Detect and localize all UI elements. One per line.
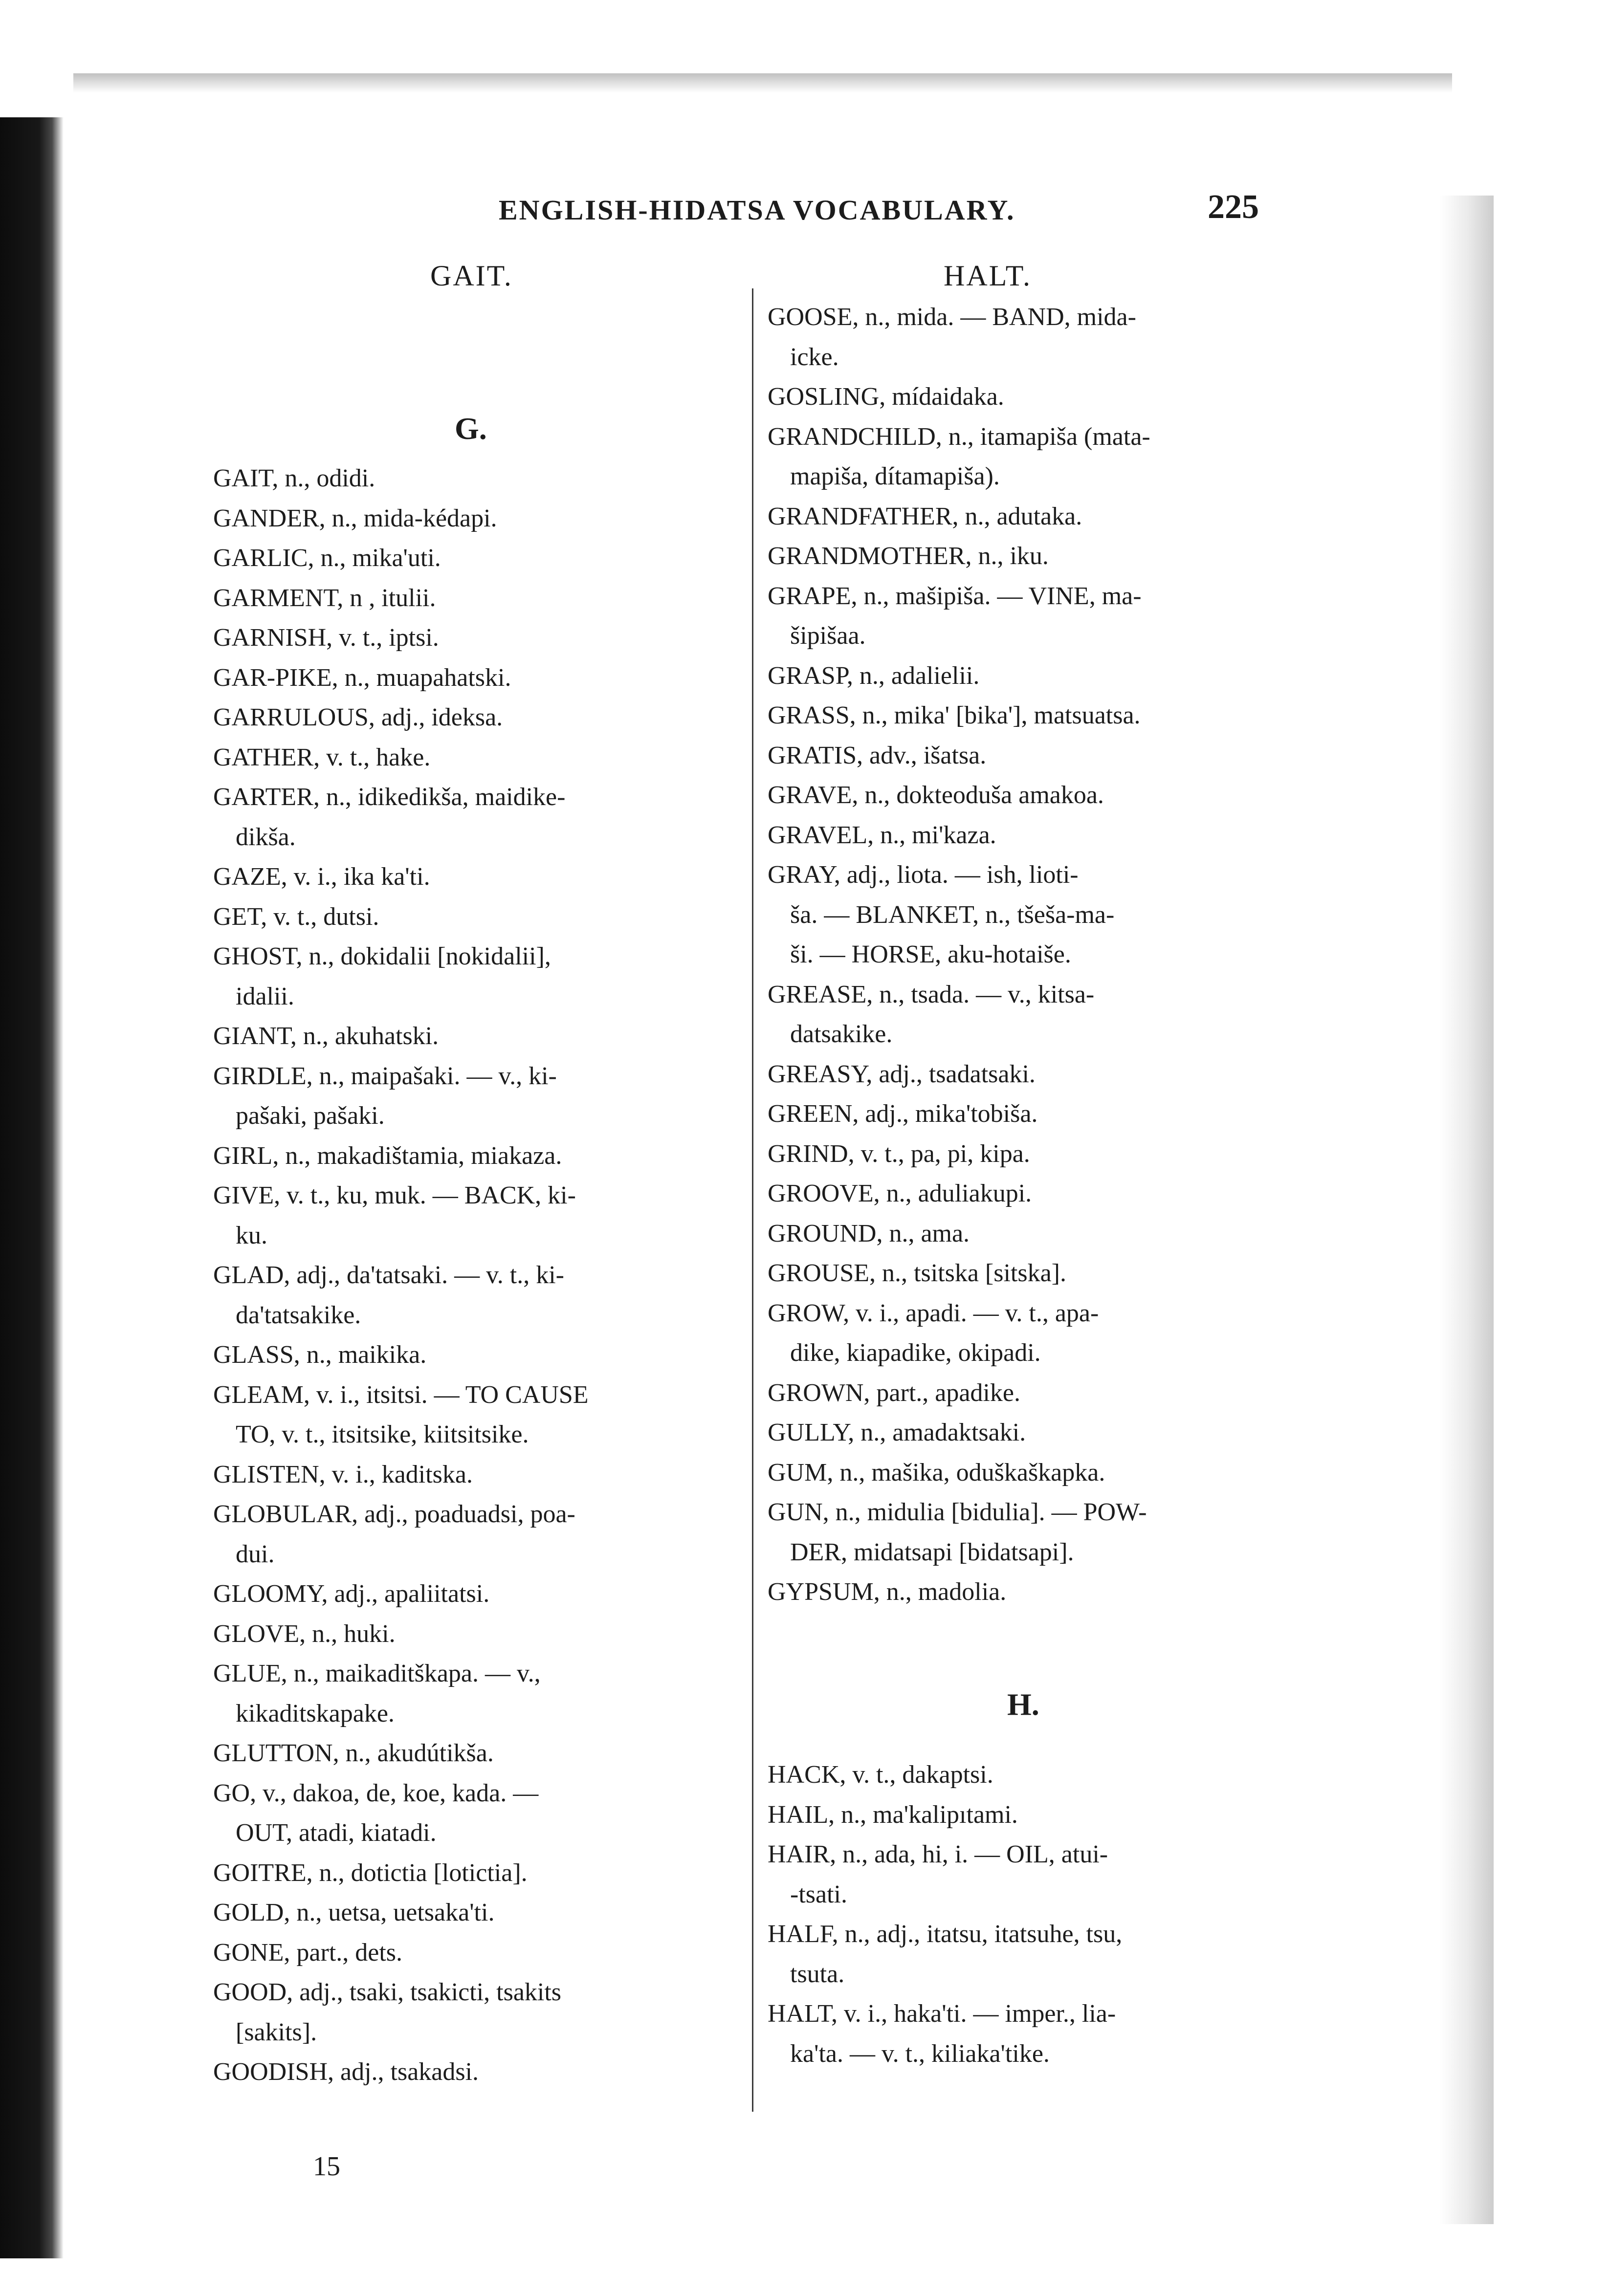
entry: GIRL, n., makadištamia, miakaza.	[213, 1141, 562, 1170]
entry: GLOOMY, adj., apaliitatsi.	[213, 1580, 490, 1608]
section-heading-h: H.	[1007, 1687, 1039, 1722]
entry: GULLY, n., amadaktsaki.	[768, 1419, 1026, 1446]
column-divider	[752, 288, 753, 2112]
entry: GROWN, part., apadike.	[768, 1378, 1020, 1407]
page-number: 225	[1208, 188, 1259, 226]
right-column-h	[768, 1755, 1296, 2074]
right-column-g	[768, 297, 1296, 1612]
entry: HAIR, n., ada, hi, i. — OIL, atui- -tsati.	[768, 1840, 1108, 1908]
entry: GREASY, adj., tsadatsaki.	[768, 1060, 1036, 1088]
entry: HACK, v. t., dakaptsi.	[768, 1761, 993, 1789]
entry: GARNISH, v. t., iptsi.	[213, 624, 439, 652]
entry: GYPSUM, n., madolia.	[768, 1578, 1007, 1606]
entry: GIVE, v. t., ku, muk. — BACK, ki- ku.	[213, 1181, 576, 1249]
entry: GUM, n., mašika, oduškaškapka.	[768, 1458, 1105, 1487]
entry: GRAVEL, n., mi'kaza.	[768, 821, 996, 849]
entry: GLEAM, v. i., itsitsi. — TO CAUSE TO, v. t., itsitsike, kiitsitsike.	[213, 1380, 589, 1448]
guide-word-right: HALT.	[944, 260, 1032, 292]
entry: GLOBULAR, adj., poaduadsi, poa- dui.	[213, 1500, 575, 1568]
entry: GOSLING, mídaidaka.	[768, 383, 1004, 411]
entry: GARRULOUS, adj., ideksa.	[213, 703, 503, 731]
entry: GOOD, adj., tsaki, tsakicti, tsakits [sakits].	[213, 1978, 562, 2046]
entry: GROOVE, n., aduliakupi.	[768, 1180, 1032, 1207]
entry: GARTER, n., idikedikša, maidike- dikša.	[213, 783, 566, 851]
entry: GLISTEN, v. i., kaditska.	[213, 1460, 473, 1488]
entry: GLUE, n., maikaditškapa. — v., kikaditskapake.	[213, 1660, 541, 1727]
entry: GANDER, n., mida-kédapi.	[213, 504, 497, 532]
page-top-edge	[73, 73, 1452, 93]
entry: GRIND, v. t., pa, pi, kipa.	[768, 1139, 1030, 1168]
entry: GET, v. t., dutsi.	[213, 902, 379, 931]
entry: GROUND, n., ama.	[768, 1219, 970, 1247]
entry: GHOST, n., dokidalii [nokidalii], idalii.	[213, 942, 551, 1010]
entry: GLAD, adj., da'tatsaki. — v. t., ki- da'tatsakike.	[213, 1261, 564, 1329]
entry: GAZE, v. i., ika ka'ti.	[213, 863, 430, 891]
signature-mark: 15	[313, 2151, 340, 2182]
entry: GRANDCHILD, n., itamapiša (mata- mapiša, dítamapiša).	[768, 422, 1150, 490]
entry: GOLD, n., uetsa, uetsaka'ti.	[213, 1899, 495, 1926]
entry: GRASP, n., adalielii.	[768, 661, 980, 690]
entry: GRANDMOTHER, n., iku.	[768, 542, 1049, 570]
entry: GUN, n., midulia [bidulia]. — POW- DER, midatsapi [bidatsapi].	[768, 1498, 1147, 1566]
entry: GARLIC, n., mika'uti.	[213, 544, 441, 572]
entry: GIRDLE, n., maipašaki. — v., ki- pašaki, pašaki.	[213, 1062, 557, 1130]
entry: GIANT, n., akuhatski.	[213, 1022, 439, 1050]
entry: GRASS, n., mika' [bika'], matsuatsa.	[768, 701, 1141, 729]
entry: GOITRE, n., dotictia [lotictia].	[213, 1859, 528, 1887]
entry: GAR-PIKE, n., muapahatski.	[213, 663, 511, 692]
entry: GREASE, n., tsada. — v., kitsa- datsakike.	[768, 980, 1095, 1048]
entry: HALF, n., adj., itatsu, itatsuhe, tsu, tsuta.	[768, 1920, 1123, 1988]
entry: GOODISH, adj., tsakadsi.	[213, 2058, 479, 2086]
entry: HAIL, n., ma'kalipıtami.	[768, 1800, 1018, 1829]
entry: GLASS, n., maikika.	[213, 1341, 427, 1369]
entry: GRANDFATHER, n., adutaka.	[768, 502, 1082, 530]
entry: GOOSE, n., mida. — BAND, mida- icke.	[768, 303, 1136, 371]
entry: GROUSE, n., tsitska [sitska].	[768, 1259, 1066, 1287]
entry: HALT, v. i., haka'ti. — imper., lia- ka'ta. — v. t., kiliaka'tike.	[768, 2000, 1116, 2068]
entry: GRAVE, n., dokteoduša amakoa.	[768, 781, 1104, 809]
page-right-edge	[1440, 196, 1494, 2224]
entry: GREEN, adj., mika'tobiša.	[768, 1100, 1038, 1128]
entry: GAIT, n., odidi.	[213, 464, 375, 492]
entry: GARMENT, n , itulii.	[213, 584, 436, 612]
entry: GRAY, adj., liota. — ish, lioti- ša. — BLANKET, n., tšeša-ma- ši. — HORSE, aku-hotaiše.	[768, 861, 1115, 968]
guide-word-left: GAIT.	[430, 260, 513, 292]
entry: GO, v., dakoa, de, koe, kada. — OUT, atadi, kiatadi.	[213, 1779, 539, 1847]
section-heading-g: G.	[455, 411, 487, 446]
entry: GRATIS, adv., išatsa.	[768, 741, 987, 769]
entry: GONE, part., dets.	[213, 1938, 403, 1967]
entry: GLOVE, n., huki.	[213, 1619, 396, 1648]
left-column	[213, 459, 751, 2092]
book-spine-shadow	[0, 117, 64, 2258]
entry: GLUTTON, n., akudútikša.	[213, 1739, 494, 1767]
entry: GATHER, v. t., hake.	[213, 743, 431, 771]
entry: GROW, v. i., apadi. — v. t., apa- dike, kiapadike, okipadi.	[768, 1299, 1099, 1367]
entry: GRAPE, n., mašipiša. — VINE, ma- šipišaa.	[768, 582, 1142, 650]
running-head: ENGLISH-HIDATSA VOCABULARY.	[499, 194, 1015, 226]
